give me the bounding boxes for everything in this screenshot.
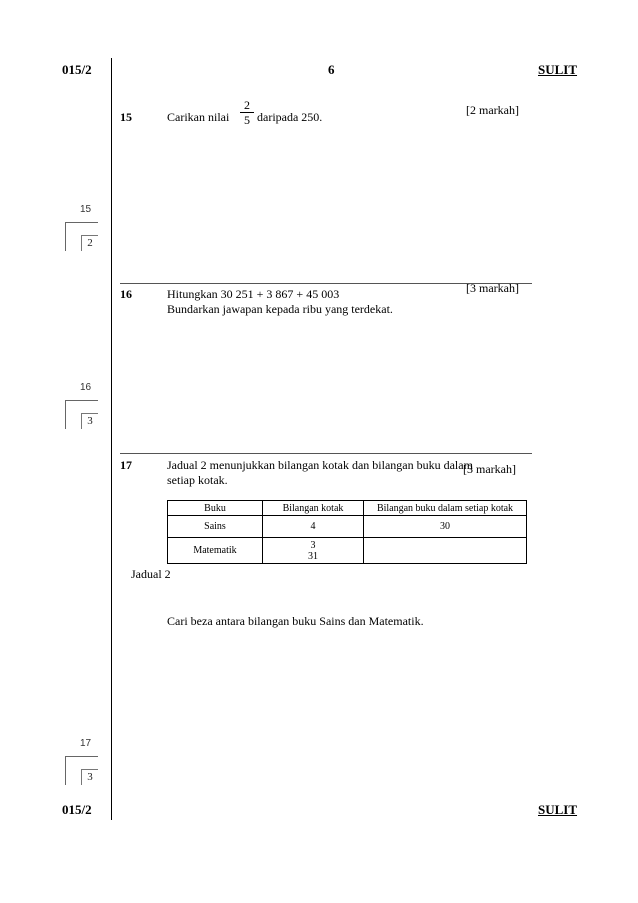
header-code: 015/2	[62, 62, 92, 77]
q15-fraction-denominator: 5	[244, 113, 250, 127]
header-classification: SULIT	[538, 62, 578, 77]
table-cell-line: 31	[308, 550, 318, 562]
table-cell: 30	[364, 516, 527, 538]
q17-data-table	[167, 500, 527, 564]
q16-number: 16	[120, 287, 132, 301]
q17-line1: Jadual 2 menunjukkan bilangan kotak dan bilangan buku dalam	[167, 458, 473, 472]
q15-max-score: 2	[81, 235, 98, 251]
q15-score-box[interactable]	[65, 222, 98, 251]
table-row	[168, 538, 527, 564]
q15-fraction	[240, 98, 254, 127]
table-row	[168, 516, 527, 538]
table-cell	[364, 538, 527, 564]
table-cell: Sains	[168, 516, 263, 538]
q17-marks: [3 markah]	[463, 462, 516, 476]
footer-classification: SULIT	[538, 802, 578, 817]
q15-margin-label: 15	[80, 204, 92, 215]
q16-line1: Hitungkan 30 251 + 3 867 + 45 003	[167, 287, 340, 301]
q17-table-caption: Jadual 2	[131, 567, 171, 581]
page-number: 6	[328, 62, 335, 77]
table-cell: Matematik	[168, 538, 263, 564]
q16-line2: Bundarkan jawapan kepada ribu yang terdekat.	[167, 302, 393, 316]
q16-divider	[120, 453, 532, 454]
q17-line2: setiap kotak.	[167, 473, 228, 487]
table-header-cell: Bilangan buku dalam setiap kotak	[364, 501, 527, 516]
q16-max-score: 3	[81, 413, 98, 429]
q17-number: 17	[120, 458, 132, 472]
table-cell-line: 3	[310, 539, 316, 551]
q15-fraction-numerator: 2	[240, 98, 254, 113]
table-header-cell: Buku	[168, 501, 263, 516]
q17-margin-label: 17	[80, 738, 92, 749]
q17-score-box[interactable]	[65, 756, 98, 785]
q15-text-after: daripada 250.	[257, 110, 323, 124]
q15-number: 15	[120, 110, 132, 124]
table-header-row	[168, 501, 527, 516]
table-cell-stacked	[263, 538, 364, 564]
table-cell: 4	[263, 516, 364, 538]
q16-marks: [3 markah]	[466, 281, 519, 295]
q15-marks: [2 markah]	[466, 103, 519, 117]
footer-code: 015/2	[62, 802, 92, 817]
q16-score-box[interactable]	[65, 400, 98, 429]
q16-margin-label: 16	[80, 382, 92, 393]
q17-max-score: 3	[81, 769, 98, 785]
table-header-cell: Bilangan kotak	[263, 501, 364, 516]
q17-question: Cari beza antara bilangan buku Sains dan Matematik.	[167, 614, 424, 628]
q15-text-before: Carikan nilai	[167, 110, 230, 124]
margin-rule	[111, 58, 112, 820]
